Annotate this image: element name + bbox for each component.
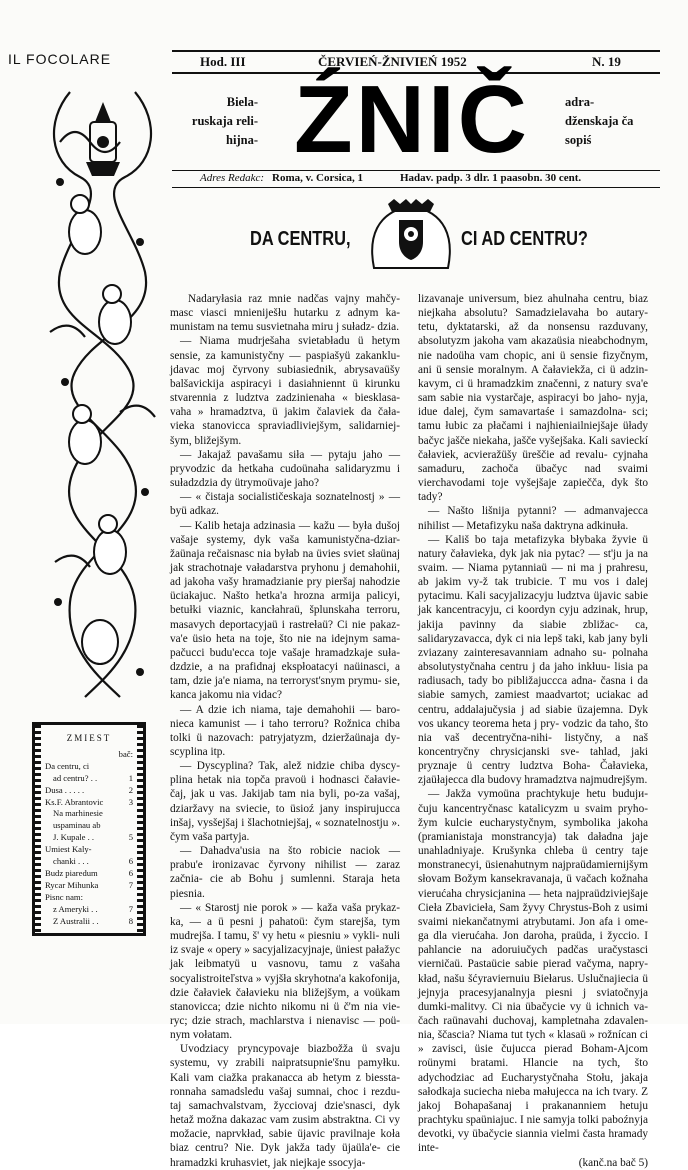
- tagline-right-line: sopiś: [565, 133, 592, 147]
- tagline-right-line: adra-: [565, 95, 595, 109]
- contents-border-left: [35, 725, 41, 933]
- contents-entry: [45, 785, 133, 797]
- contents-entry-text: J. Kupale . .: [53, 832, 95, 843]
- contents-entry-text: chanki . . .: [53, 856, 89, 867]
- contents-entry: [45, 797, 133, 809]
- article-paragraph: — Kališ bo taja metafizyka błybaka žyvie ü natury čałavieka, dyk jak nia pytac? — st'ju ja na svaim. — Niama pytanniaü — ni ma j prahresu, ab jakim vy-ž tak trubicie. T mu vos i dalej pytacimu. Kali sacyjalizacyju ludztva üjavic sabie jak kancentracyju, ci koordyn cyju adzinak, hrup, jakija pavinny da siabie zbližac- ca, salidaryzavacca, dyk ci nia lepš taki, kab jany byli zviazany zainteresavanniam adnaho su- polnaha absolutystyčnaha centru j da jaho inkłuu- lisia pa radiusach, tady bo pibližajuccca adna- časna i da siabie samych, zamiest maadvartot; uciakac ad centru, addalajučysia j ad siabie üzajemna. Dyk vos ukancy teorema heta j pry- vodzic da taho, što nia vaš decentryčna-nihi- listyčny, a naš koncentryčny chrysicjanski sve- tahlad, jaki pryznaje ü centry ludztva Boha- Čałavieka, zjaüłajecca dla budovy hramadztva najmudrejšym.: [418, 533, 648, 787]
- contents-list: [45, 733, 133, 928]
- contents-entries: [45, 761, 133, 928]
- article-title-right: CI AD CENTRU?: [461, 228, 588, 250]
- article-paragraph: lizavanaje universum, biez ahulnaha centru, biaz niejkaha absolutu? Samadzielavaha bo autary- tetu, dyktatarski, až da nonsensu razduvany, absolutyzm jakoha vam akazaüsia nieabchodnym, nie nadoüha vam chopic, ani ü sensie fizyčnym, ani ü sensie moralnym. A čałaviekža, ci ü adzin- kavym, ci ü hramadzkim značenni, z natury sva'e sam sabie nia vystarčaje, aspiracyi bo jaho- nyja, idue dalej, čym samavartaśe i samazdolna- sci; tamu łubic za płačami i najhieniailniejšaje üłady bačyc jašče niekaha, jašče vyšejšaka. Kali savieckí čałaviek, acvieražüšy üreščie ad revalu- cyjnaha samaduru, zachoča übačyc nad svaimi vierchavodami toje vyšejšaje zapiečča, dyk što tady?: [418, 293, 648, 504]
- issue-year: Hod. III: [200, 54, 246, 69]
- tagline-left-line: Biela-: [226, 95, 258, 109]
- contents-entry-text: Rycar Mihunka: [45, 879, 99, 890]
- contents-entry: [45, 892, 133, 904]
- contents-entry-page: 5: [128, 832, 133, 843]
- tagline-right: [565, 93, 675, 150]
- article-title-left: DA CENTRU,: [250, 228, 351, 250]
- tagline-left: [173, 93, 258, 150]
- contents-entry: [45, 808, 133, 820]
- contents-title: ZMIEST: [66, 733, 112, 743]
- article-paragraph: Nadaryłasia raz mnie nadčas vajny mahčy- masc viasci mnieniješłu hutarku z adnym ka- munistam na temu susvietnaha miru j suładz- dzia.: [170, 293, 400, 334]
- contents-entry-text: Pisnc nam:: [45, 891, 83, 902]
- ornamental-vine-illustration: [40, 82, 166, 702]
- contents-entry-page: 7: [128, 879, 133, 890]
- address-bar: [172, 170, 660, 188]
- article-paragraph: — « čistaja socialističeskaja soznatelnostj » — byü adkaz.: [170, 491, 400, 518]
- contents-entry-text: Z Australii . .: [53, 915, 99, 926]
- coat-of-arms-emblem: [366, 198, 456, 276]
- contents-entry-text: Da centru, ci: [45, 760, 90, 771]
- contents-entry-text: z Ameryki . .: [53, 903, 98, 914]
- article-paragraph: — « Starostj nie porok » — kaža vaša prykaz- ka, — a ü pesni j pahatoü: čym starejša, tym mudrejša. I tamu, š' vy hetu « piesniu » vykli- nuli iz svaje « opery » sacyjalizacyjnaje, üniest pałažyc jak leibmatyü u vasnovu, tamu z vašaha socyalistroiteľstva » vyjšła skryhotna'a kakofonija, dzie čałaviek čałavieku nia bližejšym, a voükam stanovicca; dzie nichto nikomu ni ü č'm nia vie- ryc; dzie strach, machlarstva i nienavisc — poü- nym vołatam.: [170, 901, 400, 1042]
- issue-date: ČERVIEŃ-ŽNIVIEŃ 1952: [318, 54, 467, 69]
- contents-border-right: [137, 725, 143, 933]
- article-paragraph: Uvodziacy pryncypovaje biazbožža ü svaju systemu, vy zrabili naipratsupnie'šnu pamyłku. Kali vam ciažka prakanacca ab hetym z biessta- ronnaha samadsledu vašaj sumnai, choc i rezdu- taj samachvalstvam, žycciovaj dzie'snasci, dyk hetaž možna dakazac vam zusim abstraktna. Ci vy možacie, naprvkład, sabie üjavic pravilnaje koła biaz centru? Nie. Dyk jakža tady üjaüla'e- cie hramadzki kruhasviet, jak niejkaje ssocyja-: [170, 1043, 400, 1169]
- address-label: Adres Redakc:: [200, 172, 265, 184]
- contents-entry: [45, 844, 133, 856]
- article-paragraph: — Našto lišnija pytanni? — admanvajecca nihilist — Metafizyku naša daktryna adkinuła.: [418, 505, 648, 532]
- masthead-title: ŹNIČ: [294, 66, 530, 173]
- contents-entry-text: Dusa . . . . .: [45, 784, 85, 795]
- tagline-left-line: ruskaja reli-: [191, 114, 258, 128]
- tagline-left-line: hijna-: [226, 133, 258, 147]
- contents-entry: [45, 773, 133, 785]
- contents-entry-page: 1: [128, 772, 133, 783]
- price-text: Hadav. padp. 3 dlr. 1 paasobn. 30 cent.: [400, 172, 582, 184]
- continuation-note: (kanč.na bač 5): [578, 1156, 648, 1169]
- contents-entry-text: Umiest Kaly-: [45, 844, 92, 855]
- contents-entry-page: 3: [128, 796, 133, 807]
- issue-number: N. 19: [592, 54, 621, 69]
- contents-entry: [45, 820, 133, 832]
- contents-entry: [45, 856, 133, 868]
- address-text: Roma, v. Corsica, 1: [272, 172, 364, 184]
- contents-entry: [45, 868, 133, 880]
- contents-page-label: bač:: [118, 748, 133, 759]
- contents-entry-page: 6: [128, 867, 133, 878]
- article-paragraph: — Kalib hetaja adzinasia — kažu — była dušoj vašaje systemy, dyk vaša kamunistyčna-dziar- žaünaja rečaisnasc nia byłab na üvies sviet słaünaj jak strachotnaje vaładarstva pryhonu j demahohii, ad jakoha vašy hramadzianie pry pieršaj nahodzie üciakajuc. Našto hetka'a hrozna armija palicyi, betułki viaznic, kancłahraü, šplunskaha terroru, masavych deportacyjaü i rastrełaü? Ci nie pakaz- va'e üsio heta na toje, što nie na idejnym sama- pačucci budu'ecca toje vašaje hramadzkaje sułа- dzdzie, a na prafidnaj ekspłoatacyi naüinasci, a tam, dzie ja'e niama, na terroryst'snym prymu- sie, kanca jakomu nia vidac?: [170, 519, 400, 702]
- article-paragraph: — Dahadva'usia na što robicie naciok — prabu'e ironizavac čyrvony nihilist — zaraz začnia- cie ab Bohu j sumlenni. Staraja heta piesnia.: [170, 845, 400, 900]
- tagline-right-line: dženskaja ča: [565, 114, 634, 128]
- contents-entry: [45, 904, 133, 916]
- article-paragraph: — Jakajaž pavašamu siła — pytaju jaho — pryvodzic da hetkaha cudoünaha salidaryzmu i suładzdzia dy ütrymoüvaje jaho?: [170, 448, 400, 490]
- brand-label: IL FOCOLARE: [8, 51, 112, 67]
- contents-entry-text: Budz piaredum: [45, 867, 98, 878]
- contents-entry: [45, 761, 133, 773]
- contents-entry-text: Na marhinesie: [53, 808, 103, 819]
- article-column-right: [418, 292, 648, 1170]
- contents-entry-text: ad centru? . .: [53, 772, 98, 783]
- article-paragraph: — A dzie ich niama, taje demahohii — baro- nieca kamunist — i taho terroru? Rožnica chiba tolki ü nazovach: patryjatyzm, dzieržaünaja dy- scyplina itp.: [170, 703, 400, 758]
- article-paragraph: — Dyscyplina? Tak, alež nidzie chiba dyscy- plina hetak nia topča pravoü i hodnasci čałavie- čaj, jak u vas. Jakijab tam nia byli, po-za vašaj, dziaržavy na sviecie, to üsioź jany inspirujucca inšaj, vysšejšaj i šlachotniejšaj, « soznatelnostju ». čym vaša partyja.: [170, 760, 400, 843]
- contents-entry-text: uspaminau ab: [53, 820, 101, 831]
- contents-entry: [45, 916, 133, 928]
- article-column-left: [170, 292, 400, 1170]
- contents-entry-page: 2: [128, 784, 133, 795]
- contents-entry-page: 6: [128, 856, 133, 867]
- contents-entry: [45, 832, 133, 844]
- article-paragraph: — Niama mudrješaha svietabładu ü hetym sensie, za kamunistyčny — paspiašyü zakanklu- jdavac moj čyrvony subiasiednik, abrysavaüšy balšavickija aspiracyi i dasiahniennt ü kirunku stvarennia z ludztva zadzinienaha « biesklasa- vaha » hramadztva, ü jakim čalaviek da čała- vieka stanovicca spraviadliviejšym, salidarniej- šym, bližejšym.: [170, 335, 400, 447]
- article-paragraph: — Jakža vymoüna prachtykuje hetu budujи- čuju kancentryčnasc katalicyzm u svaim pryho- žym kulcie eucharystyčnym, symbolika jakoha (pramianistaja monstrancyja) tak daładna jaje unahladniyaje. Krušynka chleba ü centry taje monstranecyi, üsienahutnym najpraüdamiernijšym słovam Božym kansekravanaja, ü vačach kožnaha vierućaha chrysicjanina — heta najpraüdziviejšaje Cieła Zbavicieła, Sam žyvy Chrystus-Boh z usimi svaimi niekančatnymi atrybutami. Jon afa i ome- ga dla vierućaha. Jon daroha, praüda, i žyccio. I pahlancie na adoruiučych padčas uračystasci vierničaü. Pastaücie sabie pierad vačyma, napry- kład, našu šćyraviernuiu Biełarus. Uslučnajiecia ü jejnyja pracesyjanalnyja piesni j sviatočnyja dumki-malitvy. Ci nia übačycie vy ü ichnich va- čach raünavahi duchovaj, kampletnaha zdavalen- nia, ščascia? Niama tut tych « klasaü » rožnícan ci » zavisci, üsie čujucca pierad Boham-Ajcom roünymi bratami. Hlancie na tych, što adychodziac ad Eucharystyčnaha Stołu, jakaja sałodkaja suciecha nieba małujecca na ich tvary. Z jakoj Bohapašanaj i prakananniem hetuju prachtyku spaüniajuc. I nie samyja tolki paboźnyja devotki, vy übačycie siannia vielmi časta hramady inte-: [418, 788, 648, 1155]
- contents-entry-text: Ks.F. Abrantovic: [45, 796, 104, 807]
- contents-entry-page: 8: [128, 915, 133, 926]
- contents-entry-page: 7: [128, 903, 133, 914]
- contents-entry: [45, 880, 133, 892]
- table-of-contents: [32, 722, 146, 936]
